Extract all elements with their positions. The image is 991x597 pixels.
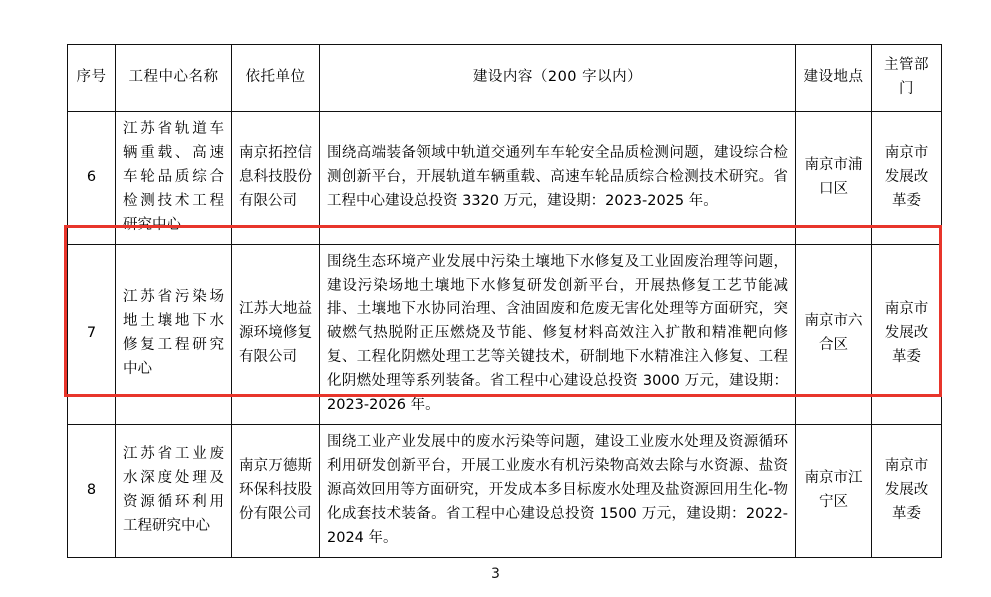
table-row-highlighted — [68, 244, 942, 424]
table-row — [68, 112, 942, 245]
cell-center-name: 江苏省轨道车辆重载、高速车轮品质综合检测技术工程研究中心 — [116, 112, 232, 245]
cell-location: 南京市六合区 — [796, 244, 872, 424]
cell-support-unit: 南京万德斯环保科技股份有限公司 — [232, 425, 320, 558]
header-cell-unit: 依托单位 — [232, 45, 320, 112]
header-cell-name: 工程中心名称 — [116, 45, 232, 112]
project-table-container — [67, 44, 941, 558]
header-cell-dept: 主管部门 — [872, 45, 942, 112]
cell-center-name: 江苏省工业废水深度处理及资源循环利用工程研究中心 — [116, 425, 232, 558]
cell-construction-content: 围绕生态环境产业发展中污染土壤地下水修复及工业固废治理等问题，建设污染场地土壤地下水修复研发创新平台，开展热修复工艺节能减排、土壤地下水协同治理、含油固废和危废无害化处理等方面研究，突破燃气热脱附正压燃烧及节能、修复材料高效注入扩散和精准靶向修复、工程化阴燃处理工艺等关键技术，研制地下水精准注入修复、工程化阴燃处理等系列装备。省工程中心建设总投资 3000 万元，建设期：2023-2026 年。 — [320, 244, 796, 424]
cell-authority: 南京市发展改革委 — [872, 244, 942, 424]
table-row — [68, 425, 942, 558]
cell-no: 8 — [68, 425, 116, 558]
cell-authority: 南京市发展改革委 — [872, 112, 942, 245]
table-body — [68, 112, 942, 558]
header-cell-no: 序号 — [68, 45, 116, 112]
table-header-row — [68, 45, 942, 112]
table-header — [68, 45, 942, 112]
cell-location: 南京市浦口区 — [796, 112, 872, 245]
cell-support-unit: 南京拓控信息科技股份有限公司 — [232, 112, 320, 245]
cell-no: 6 — [68, 112, 116, 245]
project-table — [67, 44, 942, 558]
cell-authority: 南京市发展改革委 — [872, 425, 942, 558]
cell-construction-content: 围绕高端装备领域中轨道交通列车车轮安全品质检测问题，建设综合检测创新平台，开展轨道车辆重载、高速车轮品质综合检测技术研究。省工程中心建设总投资 3320 万元，建设期：2023-2025 年。 — [320, 112, 796, 245]
cell-support-unit: 江苏大地益源环境修复有限公司 — [232, 244, 320, 424]
cell-no: 7 — [68, 244, 116, 424]
header-cell-content: 建设内容（200 字以内） — [320, 45, 796, 112]
cell-center-name: 江苏省污染场地土壤地下水修复工程研究中心 — [116, 244, 232, 424]
page-number: 3 — [491, 566, 500, 582]
header-cell-place: 建设地点 — [796, 45, 872, 112]
cell-location: 南京市江宁区 — [796, 425, 872, 558]
cell-construction-content: 围绕工业产业发展中的废水污染等问题，建设工业废水处理及资源循环利用研发创新平台，开展工业废水有机污染物高效去除与水资源、盐资源高效回用等方面研究，开发成本多目标废水处理及盐资源回用生化-物化成套技术装备。省工程中心建设总投资 1500 万元，建设期：2022-2024 年。 — [320, 425, 796, 558]
